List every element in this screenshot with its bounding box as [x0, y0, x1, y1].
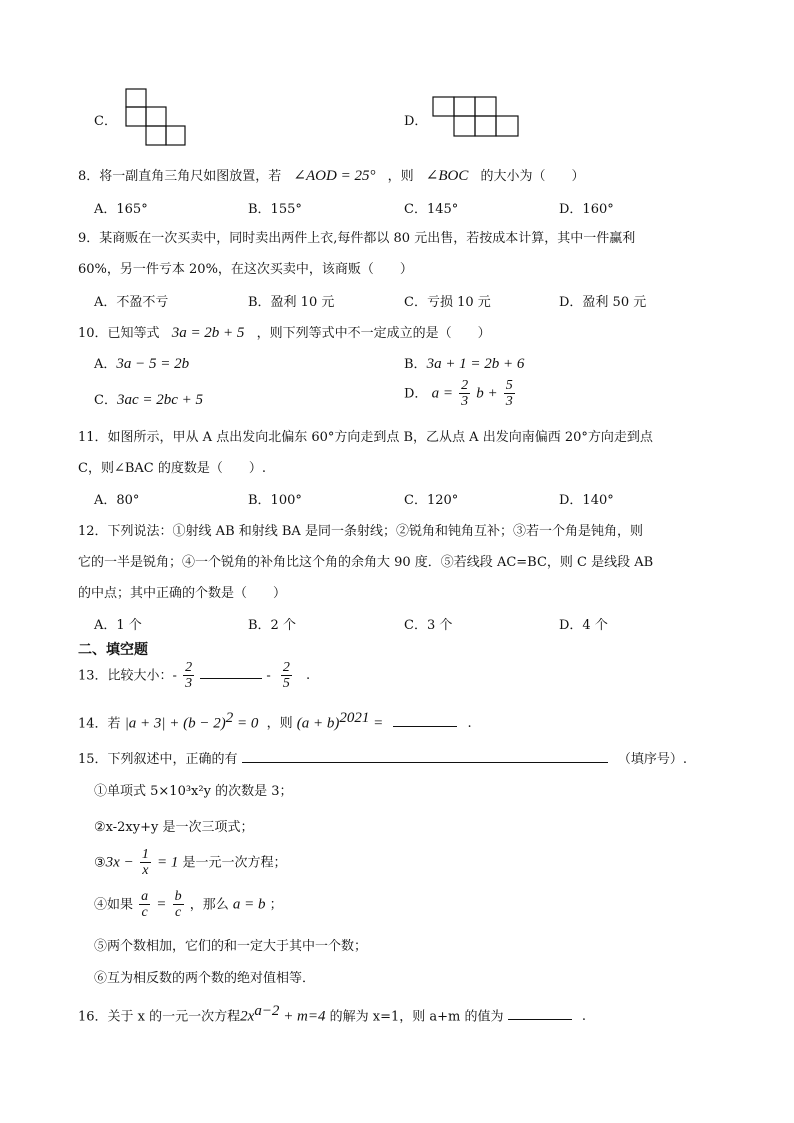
q12-option-d: D．4 个 [559, 618, 608, 633]
q16-equation: 2x [240, 1008, 255, 1025]
q15-stem [78, 748, 687, 767]
q15-item3-marker: ③ [94, 855, 106, 871]
q15-item3-num: 1 [141, 847, 149, 862]
q10-option-c-label: C． [94, 393, 117, 408]
q13-prefix: 13．比较大小：- [78, 668, 177, 684]
q15-item4-fraction-2 [173, 889, 184, 921]
q8-stem-text: 8．将一副直角三角尺如图放置，若 [78, 169, 282, 184]
q11-option-a: A．80° [94, 493, 140, 508]
q14 [78, 710, 472, 732]
q10-option-d-label: D． [404, 386, 428, 402]
q8-stem-text-3: 的大小为（ ） [480, 169, 585, 184]
q13-frac1-num: 2 [185, 660, 193, 675]
q15-item-6: ⑥互为相反数的两个数的绝对值相等． [94, 971, 316, 986]
q16-answer-blank[interactable] [508, 1019, 572, 1020]
q15-item4-den2: c [174, 905, 182, 921]
q10-option-d [404, 378, 517, 410]
q14-equals-zero: = 0 [233, 715, 259, 732]
q15-answer-blank[interactable] [242, 762, 608, 763]
q10-option-a-label: A． [94, 357, 117, 372]
q13-frac2-num: 2 [282, 660, 290, 675]
q16-equation-rest: + m=4 [279, 1008, 326, 1025]
q14-answer-blank[interactable] [393, 726, 457, 727]
q15-item-2: ②x-2xy+y 是一次三项式； [94, 820, 254, 835]
q10-option-d-math: a = [431, 385, 453, 402]
q13-minus: - [266, 668, 271, 684]
q12-option-b: B．2 个 [248, 618, 296, 633]
q15-tail: （填序号）. [617, 752, 687, 767]
q15-item-1: ①单项式 5×10³x²y 的次数是 3； [94, 784, 293, 799]
q15-item3-text: 是一元一次方程； [182, 855, 287, 871]
q12-option-a: A．1 个 [94, 618, 142, 633]
q9-line-1: 9．某商贩在一次买卖中，同时卖出两件上衣,每件都以 80 元出售，若按成本计算，其中一件赢利 [78, 231, 636, 246]
q10-option-c [94, 389, 203, 409]
q7-option-c-label: C． [94, 114, 117, 129]
q10-option-a [94, 353, 189, 373]
q14-square: 2 [225, 710, 234, 726]
q15-item4-den1: c [141, 905, 148, 921]
q11-option-c: C．120° [404, 493, 459, 508]
q9-option-b: B．盈利 10 元 [248, 295, 335, 310]
q10-option-b-math: 3a + 1 = 2b + 6 [426, 356, 525, 372]
q10-option-d-fraction-2 [504, 378, 515, 410]
q10-frac2-num: 5 [505, 378, 513, 393]
q8-stem-text-2: ，则 [387, 169, 414, 184]
q15-item4-fraction-1 [139, 889, 150, 921]
q9-option-a: A．不盈不亏 [94, 295, 169, 310]
q10-option-d-fraction-1 [459, 378, 470, 410]
q8-angle-boc: ∠BOC [425, 168, 469, 184]
q10-option-c-math: 3ac = 2bc + 5 [116, 392, 204, 408]
q16 [78, 1003, 586, 1025]
q15-item-5: ⑤两个数相加，它们的和一定大于其中一个数； [94, 939, 368, 954]
q15-stem-text: 15．下列叙述中，正确的有 [78, 752, 238, 767]
q13-answer-blank[interactable] [200, 678, 262, 679]
q10-option-a-math: 3a − 5 = 2b [116, 356, 190, 372]
q12-line-2: 它的一半是锐角；④一个锐角的补角比这个角的余角大 90 度．⑤若线段 AC=BC，则 C 是线段 AB [78, 555, 654, 570]
q10-stem-text: 10．已知等式 [78, 326, 160, 341]
q15-item3-equals: = 1 [156, 854, 179, 871]
q8-option-c: C．145° [404, 202, 459, 217]
q12-line-3: 的中点；其中正确的个数是（ ） [78, 586, 287, 601]
q15-item-3 [94, 847, 287, 879]
q13 [78, 660, 310, 692]
section-heading: 二、填空题 [78, 642, 148, 658]
q16-exponent: a−2 [254, 1003, 280, 1019]
q13-fraction-2 [281, 660, 292, 692]
q13-fraction-1 [183, 660, 194, 692]
q15-item4-num1: a [141, 889, 149, 904]
q15-item3-math: 3x − [105, 854, 134, 871]
q14-prefix: 14．若 [78, 716, 121, 732]
q13-frac2-den: 5 [282, 676, 290, 692]
q15-item4-end: ； [269, 897, 283, 913]
q11-option-b: B．100° [248, 493, 302, 508]
q14-period: . [467, 716, 472, 732]
q14-mid: ，则 [266, 716, 293, 732]
q11-line-1: 11．如图所示，甲从 A 点出发向北偏东 60°方向走到点 B，乙从点 A 出发向南偏西 20°方向走到点 [78, 430, 653, 445]
q10-equation: 3a = 2b + 5 [171, 325, 245, 341]
q13-frac1-den: 3 [185, 676, 193, 692]
q14-expression: (a + b) [296, 715, 340, 732]
q8-option-a: A．165° [94, 202, 148, 217]
q14-condition: |a + 3| + (b − 2) [124, 715, 226, 732]
q15-item4-num2: b [174, 889, 182, 904]
q11-option-d: D．140° [559, 493, 614, 508]
q9-option-d: D．盈利 50 元 [559, 295, 647, 310]
q7-option-d-label: D． [404, 114, 428, 129]
q10-frac2-den: 3 [505, 394, 513, 410]
q15-item-4 [94, 889, 283, 921]
q9-line-2: 60%，另一件亏本 20%，在这次买卖中，该商贩（ ） [78, 262, 413, 277]
q16-text: 的解为 x=1，则 a+m 的值为 [329, 1009, 504, 1025]
q15-item4-conclusion: a = b [232, 896, 266, 913]
q15-item3-den: x [142, 863, 149, 879]
q7-option-d-net [432, 96, 522, 138]
q10-frac1-num: 2 [461, 378, 469, 393]
q7-option-c-net [125, 88, 187, 148]
q14-exponent: 2021 [339, 710, 370, 726]
q15-item4-text: ，那么 [189, 897, 229, 913]
q8-option-b: B．155° [248, 202, 302, 217]
q11-line-2: C，则∠BAC 的度数是（ ）. [78, 461, 266, 476]
q10-option-d-mid: b + [476, 385, 498, 402]
q16-prefix: 16．关于 x 的一元一次方程 [78, 1009, 241, 1025]
q15-item3-fraction [140, 847, 151, 879]
q10-option-b [404, 353, 524, 373]
q12-option-c: C．3 个 [404, 618, 453, 633]
q14-equals: = [369, 715, 384, 732]
q12-line-1: 12．下列说法：①射线 AB 和射线 BA 是同一条射线；②锐角和钝角互补；③若一个角是钝角，则 [78, 524, 643, 539]
q15-item4-prefix: ④如果 [94, 897, 134, 913]
q16-period: . [581, 1009, 586, 1025]
q10-option-b-label: B． [404, 357, 427, 372]
q13-period: . [306, 668, 311, 684]
q10-stem [78, 322, 491, 342]
q15-item4-eq: = [156, 896, 167, 913]
q9-option-c: C．亏损 10 元 [404, 295, 491, 310]
q10-stem-text-2: ，则下列等式中不一定成立的是（ ） [256, 326, 491, 341]
q8-stem [78, 165, 584, 185]
q10-frac1-den: 3 [461, 394, 469, 410]
q8-option-d: D．160° [559, 202, 614, 217]
q8-angle-aod: ∠AOD = 25° [293, 168, 376, 184]
